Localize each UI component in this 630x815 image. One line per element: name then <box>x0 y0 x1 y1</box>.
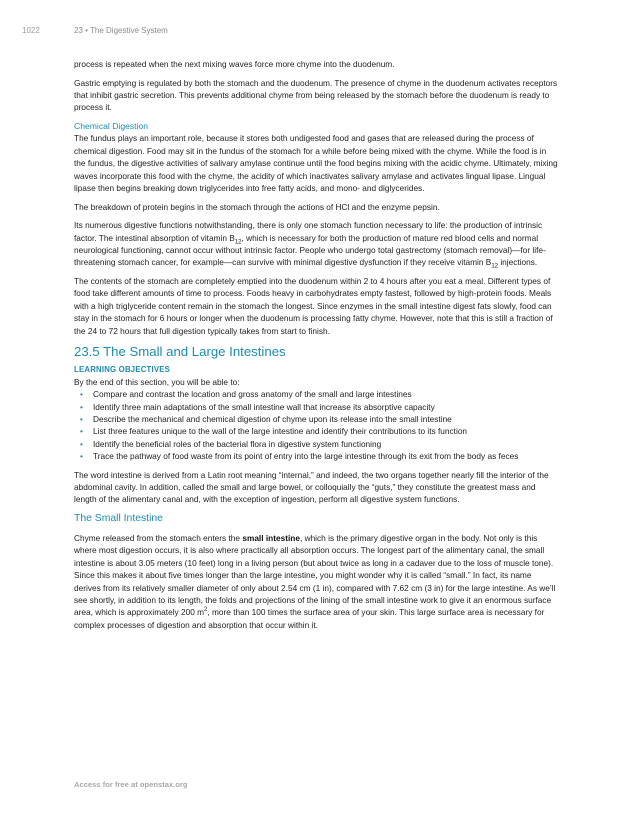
learning-objectives-intro: By the end of this section, you will be able to: <box>74 376 240 387</box>
list-item: • Describe the mechanical and chemical digestion of chyme upon its release into the small intestine <box>74 413 560 425</box>
learning-objectives-list <box>74 388 560 462</box>
paragraph-small-intestine <box>74 532 560 631</box>
section-title: 23.5 The Small and Large Intestines <box>74 344 286 360</box>
paragraph: process is repeated when the next mixing waves force more chyme into the duodenum. <box>74 59 395 69</box>
text-run: , which is the primary digestive organ in the body. Not only is this where most digestion occurs, it is also where practically all absorption occurs. The longest part of the alimentary canal, the small intestine is about 3.05 meters (10 feet) long in a living person (but about twice as long in a cadaver due to the loss of muscle tone). Since this makes it about five times longer than the large intestine, you might wonder why it is called “small.” In fact, its name derives from its relatively smaller diameter of only about 2.54 cm (1 in), compared with 7.62 cm (3 in) for the large intestine. As we’ll see shortly, in addition to its length, the folds and projections of the lining of the small intestine work to give it an enormous surface area, which is approximately 200 m <box>74 533 556 618</box>
superscript: 2 <box>204 607 208 614</box>
chapter-title: 23 • The Digestive System <box>74 26 168 35</box>
paragraph: The breakdown of protein begins in the stomach through the actions of HCl and the enzyme pepsin. <box>74 201 440 212</box>
text-run: , more than 100 times the surface area of your skin. This large surface area is necessary for complex processes of digestion and absorption that occur within it. <box>74 607 545 630</box>
subscript: 12 <box>234 239 242 246</box>
text-run: Its numerous digestive functions notwithstanding, there is only one stomach function necessary to life: the production of intrinsic factor. The intestinal absorption of vitamin B <box>74 220 543 243</box>
key-term: small intestine <box>242 533 300 543</box>
text-run: injections. <box>498 257 538 268</box>
page-content <box>74 58 560 637</box>
page-number: 1022 <box>22 26 40 35</box>
list-item: • Identify the beneficial roles of the bacterial flora in digestive system functioning <box>74 438 560 450</box>
list-item: • Identify three main adaptations of the small intestine wall that increase its absorptive capacity <box>74 401 560 413</box>
paragraph: Gastric emptying is regulated by both the stomach and the duodenum. The presence of chyme in the duodenum activates receptors that inhibit gastric secretion. This prevents additional chyme from being released by the stomach before the duodenum is ready to process it. <box>74 77 558 113</box>
subsection-title: The Small Intestine <box>74 513 163 524</box>
page-header <box>22 26 168 35</box>
footer-link[interactable]: Access for free at openstax.org <box>74 780 188 789</box>
list-item: • List three features unique to the wall of the large intestine and identify their contributions to its function <box>74 425 560 437</box>
learning-objectives-title: LEARNING OBJECTIVES <box>74 365 171 375</box>
paragraph: The contents of the stomach are completely emptied into the duodenum within 2 to 4 hours after you eat a meal. Different types of food take different amounts of time to process. Foods heavy in carbohydrates empty fastest, followed by high-protein foods. Meals with a high triglyceride content remain in the stomach the longest. Since enzymes in the small intestine digest fats slowly, food can stay in the stomach for 6 hours or longer when the duodenum is processing fatty chyme. However, note that this is still a fraction of the 24 to 72 hours that full digestion typically takes from start to finish. <box>74 276 553 336</box>
subscript: 12 <box>491 264 499 271</box>
paragraph: The word intestine is derived from a Latin root meaning “internal,” and indeed, the two organs together nearly fill the interior of the abdominal cavity. In addition, called the small and large bowel, or colloquially the “guts,” they constitute the greatest mass and length of the alimentary canal and, with the exception of ingestion, perform all digestive system functions. <box>74 469 549 505</box>
text-run: Chyme released from the stomach enters the <box>74 533 243 543</box>
chemical-digestion-heading: Chemical Digestion <box>74 121 149 131</box>
list-item: • Compare and contrast the location and gross anatomy of the small and large intestines <box>74 388 560 400</box>
text-run: , which is necessary for both the production of mature red blood cells and normal neurological functioning, cannot occur without intrinsic factor. People who undergo total gastrectomy (stomach removal)—for life-threatening stomach cancer, for example—can survive with minimal digestive dysfunction if they receive vitamin B <box>74 232 546 268</box>
paragraph-intrinsic-factor <box>74 219 560 269</box>
paragraph: The fundus plays an important role, because it stores both undigested food and gases that are released during the process of chemical digestion. Food may sit in the fundus of the stomach for a while before being mixed with the chyme. While the food is in the fundus, the digestive activities of salivary amylase continue until the food begins mixing with the acidic chyme. Ultimately, mixing waves incorporate this food with the chyme, the acidity of which inactivates salivary amylase and activates lingual lipase. Lingual lipase then begins breaking down triglycerides into free fatty acids, and mono- and diglycerides. <box>74 133 558 194</box>
list-item: • Trace the pathway of food waste from its point of entry into the large intestine through its exit from the body as feces <box>74 450 560 462</box>
